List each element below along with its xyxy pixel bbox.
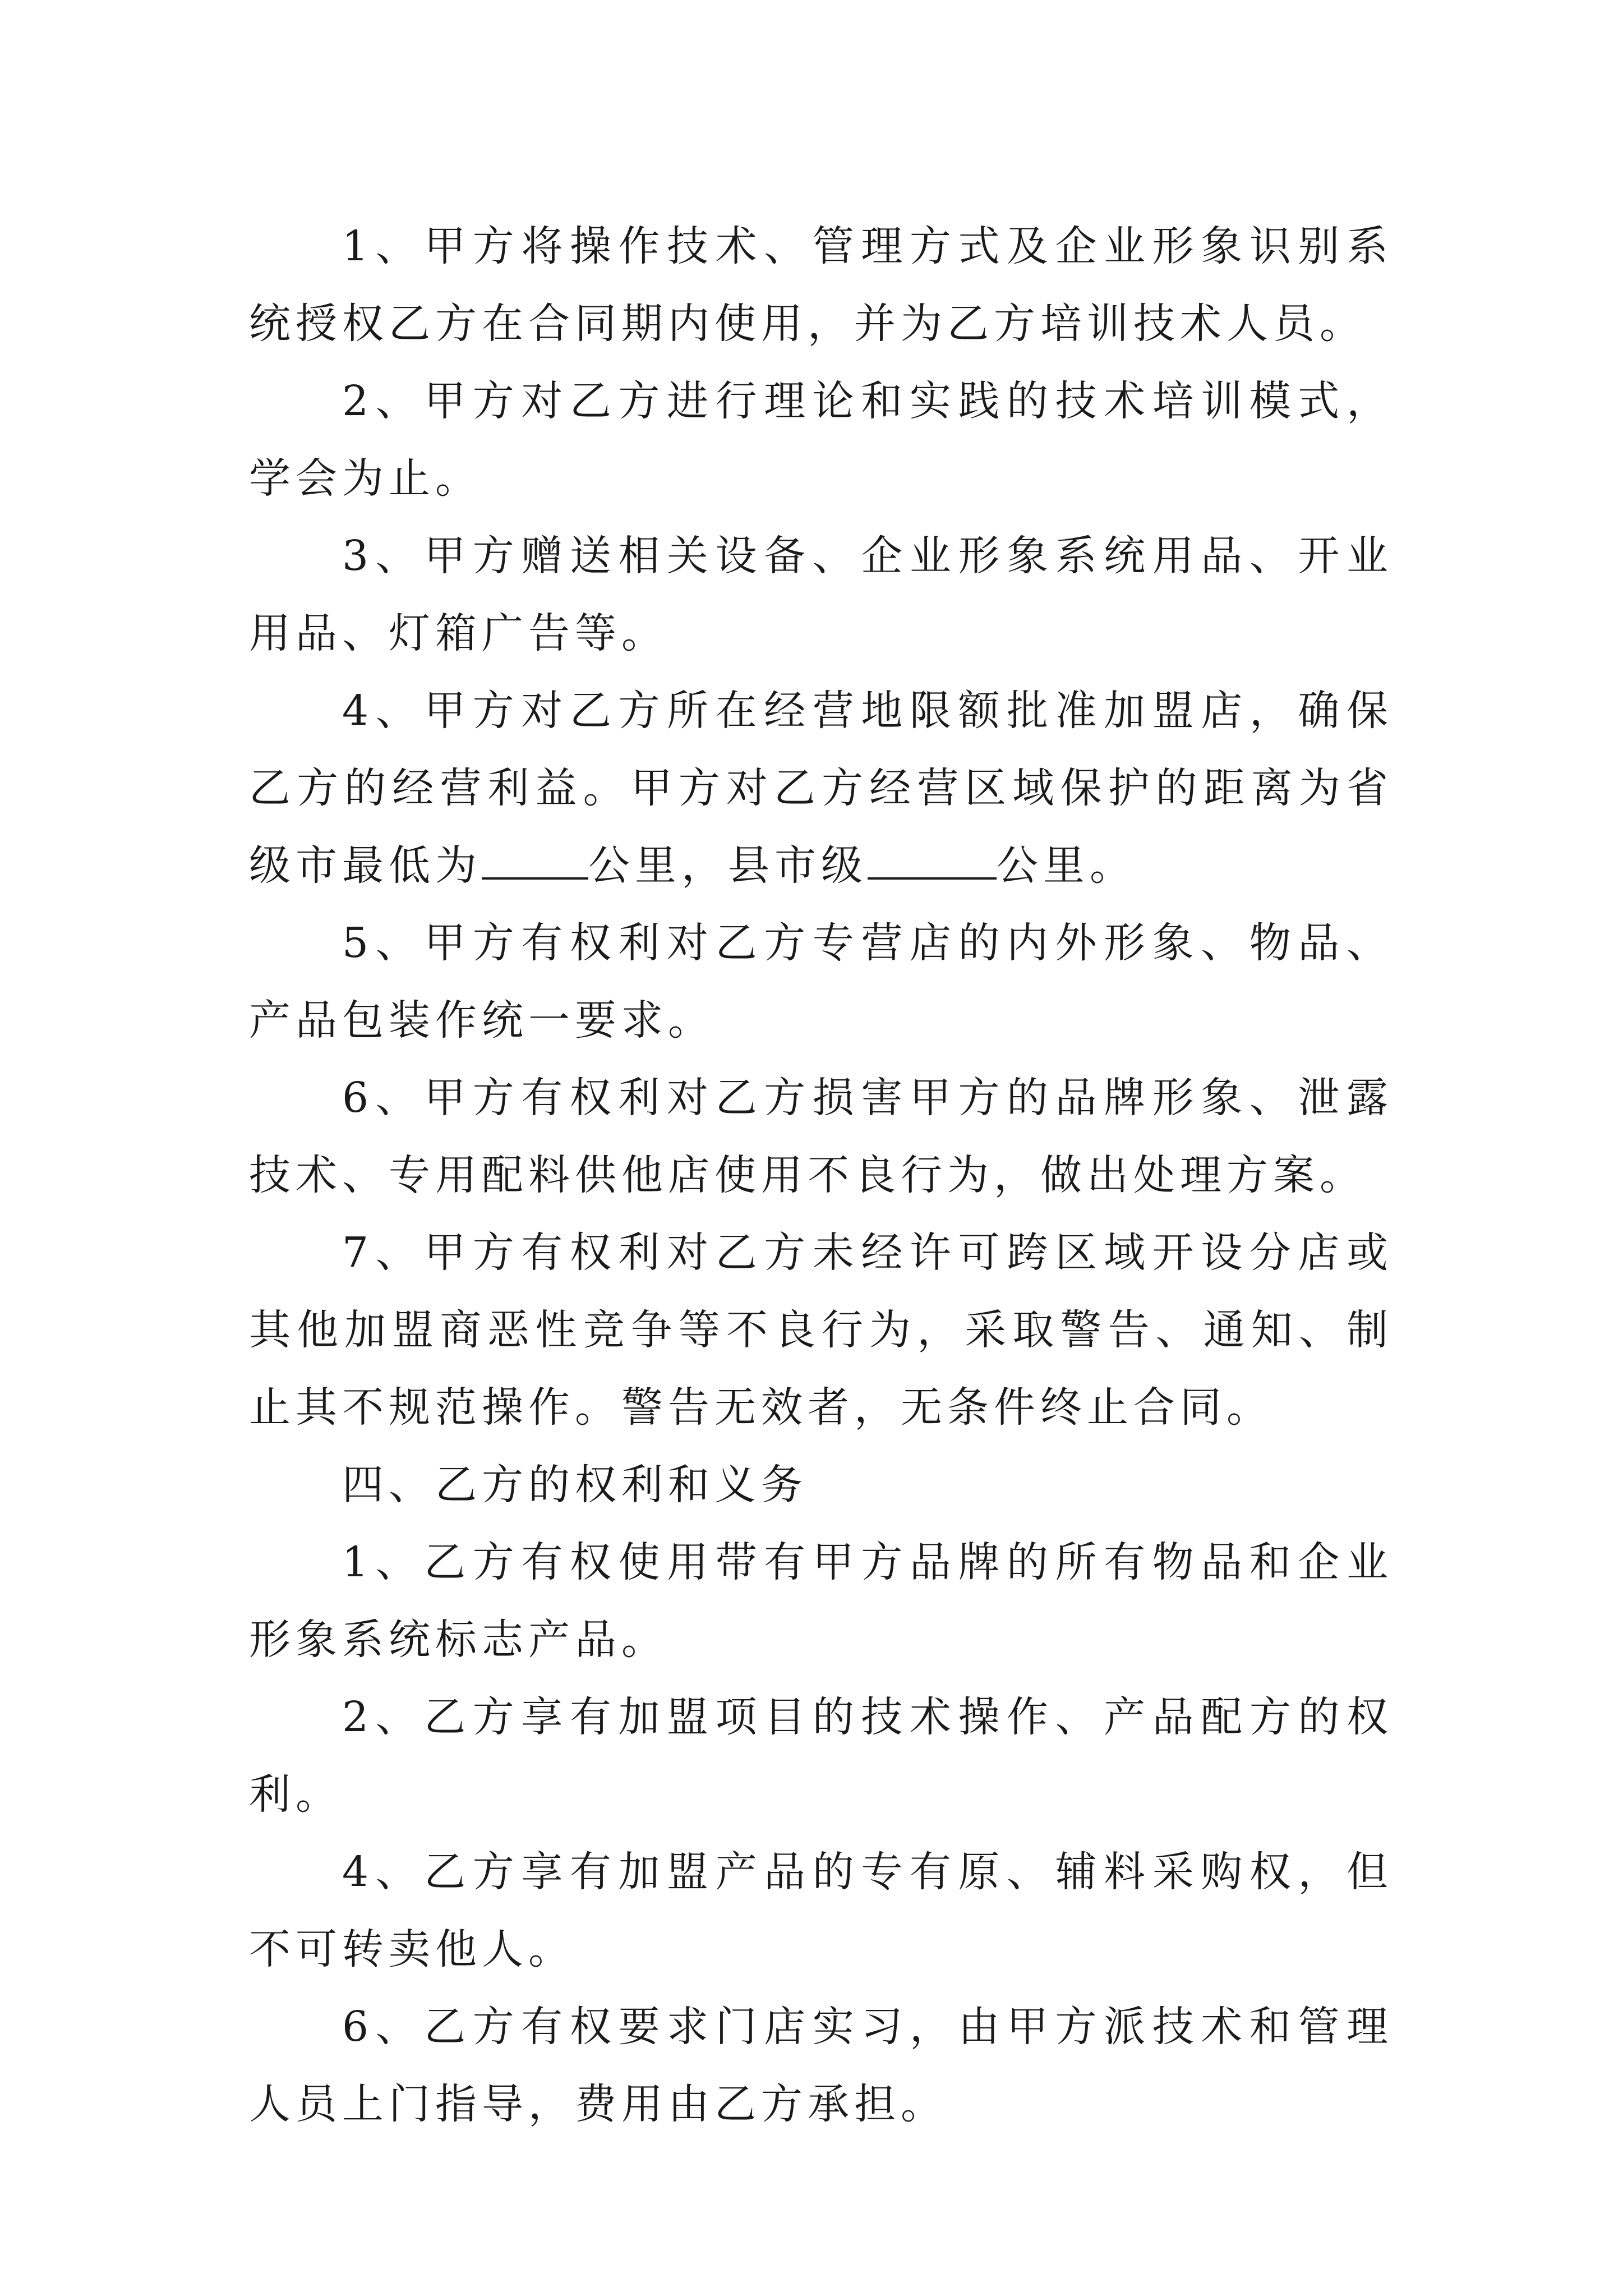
clause-party-a-4-text-b: 公里，县市级 bbox=[588, 841, 868, 890]
clause-party-b-4: 4、乙方享有加盟产品的专有原、辅料采购权，但不可转卖他人。 bbox=[249, 1848, 1393, 1973]
clause-party-a-1: 1、甲方将操作技术、管理方式及企业形象识别系统授权乙方在合同期内使用，并为乙方培训技术人员。 bbox=[249, 222, 1393, 348]
clause-party-a-7: 7、甲方有权利对乙方未经许可跨区域开设分店或其他加盟商恶性竞争等不良行为，采取警告、通知、制止其不规范操作。警告无效者，无条件终止合同。 bbox=[249, 1228, 1393, 1432]
clause-party-a-2: 2、甲方对乙方进行理论和实践的技术培训模式，学会为止。 bbox=[249, 377, 1393, 503]
clause-party-b-6: 6、乙方有权要求门店实习，由甲方派技术和管理人员上门指导，费用由乙方承担。 bbox=[249, 2003, 1393, 2128]
section-heading-party-b: 四、乙方的权利和义务 bbox=[342, 1461, 808, 1509]
clause-party-b-2: 2、乙方享有加盟项目的技术操作、产品配方的权利。 bbox=[249, 1693, 1393, 1819]
clause-party-b-1: 1、乙方有权使用带有甲方品牌的所有物品和企业形象系统标志产品。 bbox=[249, 1538, 1393, 1664]
clause-party-a-3: 3、甲方赠送相关设备、企业形象系统用品、开业用品、灯箱广告等。 bbox=[249, 532, 1393, 657]
clause-party-a-4-text-a: 4、甲方对乙方所在经营地限额批准加盟店，确保乙方的经营利益。甲方对乙方经营区域保护的距离为省级市最低为 bbox=[249, 687, 1393, 890]
clause-party-a-6: 6、甲方有权利对乙方损害甲方的品牌形象、泄露技术、专用配料供他店使用不良行为，做出处理方案。 bbox=[249, 1074, 1393, 1199]
document-body bbox=[249, 208, 1393, 2143]
clause-party-a-4 bbox=[249, 672, 1393, 904]
clause-party-a-4-text-c: 公里。 bbox=[997, 841, 1136, 890]
distance-blank-provincial bbox=[482, 844, 588, 880]
distance-blank-county bbox=[868, 844, 997, 880]
clause-party-a-5: 5、甲方有权利对乙方专营店的内外形象、物品、产品包装作统一要求。 bbox=[249, 919, 1393, 1045]
